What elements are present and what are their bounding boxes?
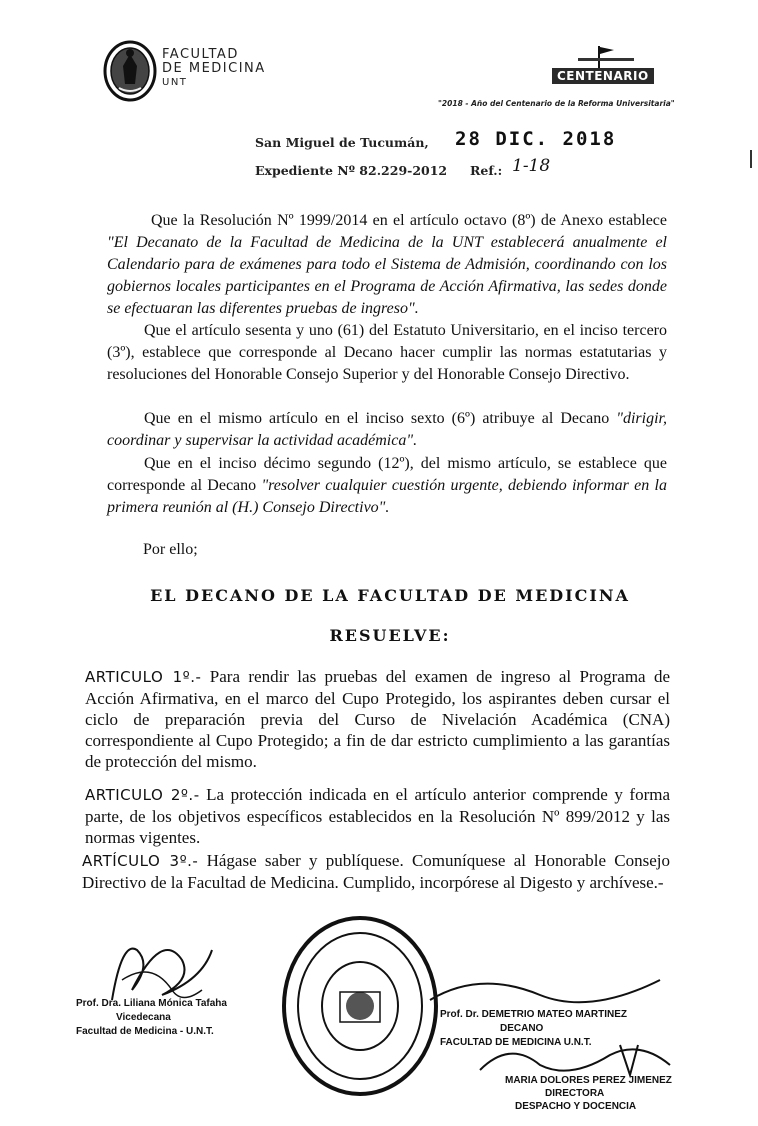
secretary-name: MARIA DOLORES PEREZ JIMENEZ (505, 1075, 672, 1086)
articulo-3-text: Hágase saber y publíquese. Comuníquese al Honorable Consejo Directivo de la Facultad de Medicina. Cumplido, incorpórese al Digesto y archívese.- (82, 851, 670, 892)
faculty-logo-emblem (103, 40, 157, 102)
ref-handwritten-value: 1-18 (512, 156, 551, 176)
place-label: San Miguel de Tucumán, (255, 135, 429, 150)
articulo-1-text: Para rendir las pruebas del examen de ingreso al Programa de Acción Afirmativa, en el marco del Cupo Protegido, los aspirantes deben cursar el ciclo de preparación previa del Curso de Nivelación Académica (CNA) correspondiente al Cupo Protegido; a fin de dar estricto cumplimiento a las garantías de protección del mismo. (85, 667, 670, 771)
p4-text: Que en el inciso décimo segundo (12º), del mismo artículo, se establece que corresponde al Decano (107, 455, 667, 494)
date-stamp: 28 DIC. 2018 (455, 128, 617, 150)
articulo-2 (85, 784, 670, 848)
p3-text: Que en el mismo artículo en el inciso sexto (6º) atribuye al Decano (144, 410, 617, 427)
expediente-label: Expediente Nº 82.229-2012 (255, 163, 448, 178)
left-sig-name: Prof. Dra. Liliana Mónica Tafaha (76, 998, 227, 1009)
considerando-paragraph-1 (107, 210, 667, 320)
centenario-badge: CENTENARIO (552, 68, 654, 84)
considerando-paragraph-2 (107, 320, 667, 386)
p1-text: Que la Resolución Nº 1999/2014 en el artículo octavo (8º) de Anexo establece (151, 212, 667, 229)
right-sig-name: Prof. Dr. DEMETRIO MATEO MARTINEZ (440, 1009, 628, 1020)
articulo-1 (85, 666, 670, 772)
faculty-name-line2: DE MEDICINA (162, 61, 266, 76)
right-signature-block (440, 1008, 680, 1050)
secretary-title: DIRECTORA (545, 1088, 605, 1099)
left-sig-title: Vicedecana (116, 1012, 171, 1023)
secretary-dept: DESPACHO Y DOCENCIA (515, 1101, 637, 1112)
articulo-2-text: La protección indicada en el artículo anterior comprende y forma parte, de los objetivos específicos establecidos en la Resolución Nº 899/2012 y las normas vigentes. (85, 785, 671, 847)
faculty-name-line1: FACULTAD (162, 47, 239, 62)
left-sig-org: Facultad de Medicina - U.N.T. (76, 1026, 214, 1037)
resuelve-heading: RESUELVE: (329, 626, 451, 645)
university-seal (280, 912, 440, 1100)
page-edge-mark (750, 150, 752, 168)
right-sig-title: DECANO (500, 1023, 544, 1034)
articulo-2-label: ARTICULO 2º.- (85, 786, 200, 804)
right-sig-org: FACULTAD DE MEDICINA U.N.T. (440, 1037, 592, 1048)
p3-quote: "dirigir, coordinar y supervisar la actividad académica". (107, 410, 667, 449)
faculty-name-line3: UNT (162, 77, 188, 88)
faculty-name (162, 48, 266, 90)
p1-quote: "El Decanato de la Facultad de Medicina de la UNT establecerá anualmente el Calendario para de exámenes para todo el Sistema de Admisión, coordinando con los gobiernos locales participantes en el Programa de Acción Afirmativa, las sedes donde se efectuaran las diferentes pruebas de ingreso". (107, 234, 667, 317)
decano-heading: EL DECANO DE LA FACULTAD DE MEDICINA (150, 586, 630, 605)
considerando-paragraph-3 (107, 408, 667, 452)
left-signature-block (76, 997, 246, 1039)
year-motto: "2018 - Año del Centenario de la Reforma Universitaria" (438, 99, 675, 108)
articulo-1-label: ARTICULO 1º.- (85, 668, 202, 686)
secretary-signature-block (505, 1074, 685, 1113)
centenario-logo (548, 44, 666, 92)
por-ello: Por ello; (143, 541, 198, 558)
articulo-3 (82, 850, 670, 893)
p2-text: Que el artículo sesenta y uno (61) del Estatuto Universitario, en el inciso tercero (3º), establece que corresponde al Decano hacer cumplir las normas estatutarias y resoluciones del Honorable Consejo Superior y del Honorable Consejo Directivo. (107, 322, 667, 383)
ref-label: Ref.: (470, 163, 503, 178)
articulo-3-label: ARTÍCULO 3º.- (82, 852, 199, 870)
considerando-paragraph-4 (107, 453, 667, 519)
p4-quote: "resolver cualquier cuestión urgente, debiendo informar en la primera reunión al (H.) Consejo Directivo". (107, 477, 668, 516)
